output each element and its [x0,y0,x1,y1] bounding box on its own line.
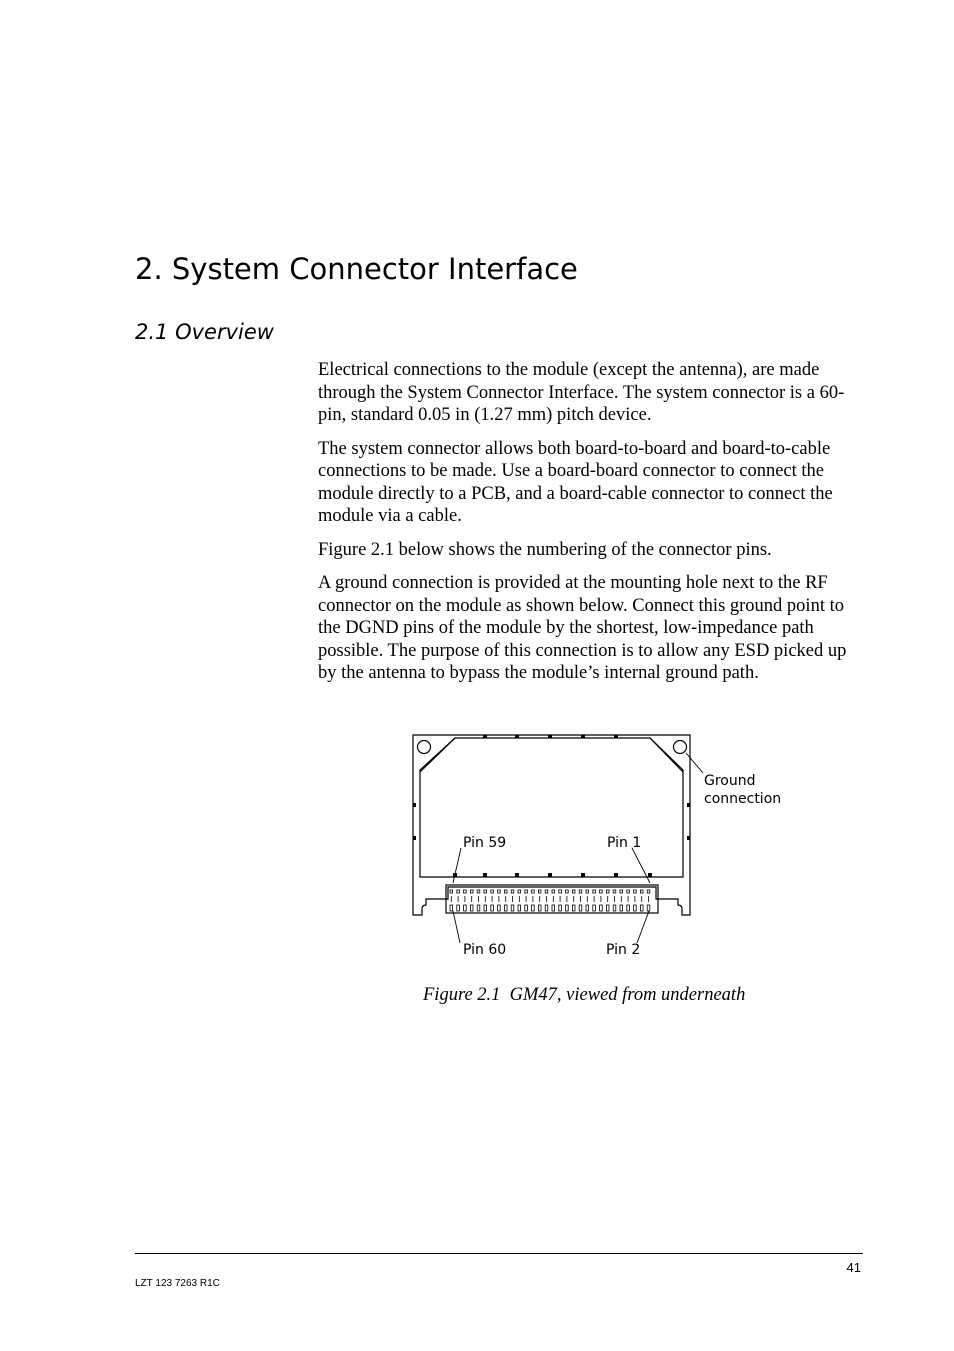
connector-pin-top [477,890,480,893]
edge-notch [413,803,416,807]
edge-notch [687,836,690,840]
connector-pin-top [620,890,623,893]
connector-pin-top [538,890,541,893]
chapter-title: 2. System Connector Interface [135,252,578,286]
pin-1-label: Pin 1 [607,835,642,851]
pin-2-label: Pin 2 [606,942,641,958]
module-outline [413,735,690,915]
document-id: LZT 123 7263 R1C [135,1278,220,1289]
edge-notch [648,873,652,877]
edge-notch [581,873,585,877]
edge-notch [548,873,552,877]
edge-notch [515,873,519,877]
connector-pin-bottom [504,905,507,911]
connector-pin-top [498,890,501,893]
connector-pin-bottom [586,905,589,911]
connector-pin-bottom [613,905,616,911]
connector-pin-bottom [477,905,480,911]
connector-pin-bottom [491,905,494,911]
ground-connection-label-line2: connection [704,791,782,807]
connector-pin-top [470,890,473,893]
connector-pin-bottom [450,905,453,911]
connector-pin-bottom [647,905,650,911]
connector-pin-bottom [634,905,637,911]
connector-pin-bottom [470,905,473,911]
connector-pin-top [647,890,650,893]
paragraph-2: The system connector allows both board-to-board and board-to-cable connections to be made. Use a board-board connector to connect the module directly to a PCB, and a board-cable connector to connect the module via a cable. [318,438,833,526]
connector-pin-top [450,890,453,893]
edge-notch [548,735,552,738]
edge-notch [614,735,618,738]
figure-caption: Figure 2.1 GM47, viewed from underneath [423,985,746,1005]
edge-notch [614,873,618,877]
connector-pin-bottom [518,905,521,911]
body-text [318,359,868,696]
connector-pin-bottom [545,905,548,911]
edge-notch [413,836,416,840]
connector-pin-bottom [464,905,467,911]
pin-60-label: Pin 60 [463,942,507,958]
connector-pin-top [532,890,535,893]
connector-pin-top [525,890,528,893]
connector-pin-bottom [484,905,487,911]
mounting-hole-left [418,741,431,754]
page-number: 41 [846,1260,861,1275]
connector-pin-top [586,890,589,893]
connector-pin-top [484,890,487,893]
connector-pin-bottom [566,905,569,911]
edge-notch [581,735,585,738]
connector-pin-top [491,890,494,893]
connector-pin-top [579,890,582,893]
connector-pin-bottom [593,905,596,911]
connector-pin-top [559,890,562,893]
paragraph-1: Electrical connections to the module (except the antenna), are made through the System Connector Interface. The system connector is a 60-pin, standard 0.05 in (1.27 mm) pitch device. [318,360,845,425]
footer-rule [135,1253,863,1254]
ground-mounting-hole [674,741,687,754]
connector-pin-bottom [559,905,562,911]
edge-notch [483,873,487,877]
connector-pin-top [572,890,575,893]
connector-pin-bottom [538,905,541,911]
connector-pin-top [504,890,507,893]
edge-notch [515,735,519,738]
ground-connection-label-line1: Ground [704,773,756,789]
edge-notch [687,803,690,807]
connector-pin-bottom [627,905,630,911]
connector-pin-bottom [525,905,528,911]
connector-pin-top [552,890,555,893]
connector-pin-top [634,890,637,893]
connector-pin-bottom [620,905,623,911]
connector-pin-top [606,890,609,893]
connector-pin-bottom [511,905,514,911]
connector-pin-bottom [572,905,575,911]
connector-pin-top [613,890,616,893]
connector-pin-top [600,890,603,893]
connector-pin-top [566,890,569,893]
connector-pin-bottom [532,905,535,911]
connector-pin-bottom [579,905,582,911]
section-title: 2.1 Overview [135,320,274,344]
connector-diagram [400,725,800,965]
connector-pin-bottom [498,905,501,911]
edge-notch [483,735,487,738]
connector-pin-top [518,890,521,893]
connector-pin-top [627,890,630,893]
connector-pin-top [545,890,548,893]
paragraph-3: Figure 2.1 below shows the numbering of the connector pins. [318,539,772,560]
connector-pin-top [511,890,514,893]
connector-pin-bottom [457,905,460,911]
connector-pin-top [593,890,596,893]
connector-pin-bottom [552,905,555,911]
pin-59-label: Pin 59 [463,835,507,851]
connector-pin-bottom [600,905,603,911]
connector-pin-bottom [640,905,643,911]
connector-pin-top [640,890,643,893]
connector-pin-top [457,890,460,893]
connector-pin-bottom [606,905,609,911]
connector-pin-top [464,890,467,893]
paragraph-4: A ground connection is provided at the mounting hole next to the RF connector on the module as shown below. Connect this ground point to the DGND pins of the module by the shortest, low-impedance path possible. The purpose of this connection is to allow any ESD picked up by the antenna to bypass the module’s internal ground path. [318,573,847,683]
